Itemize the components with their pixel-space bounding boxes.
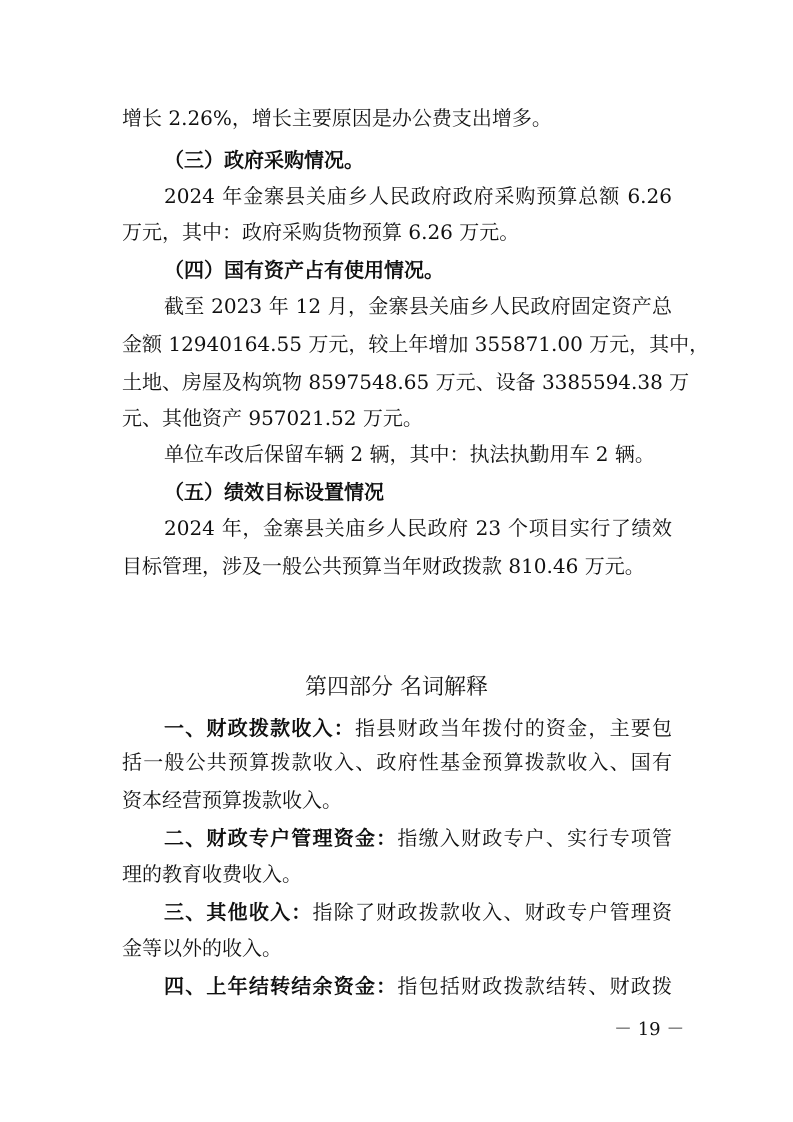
text-line: 目标管理，涉及一般公共预算当年财政拨款 810.46 万元。 [122,554,645,578]
subsection-heading: （四）国有资产占有使用情况。 [164,258,444,282]
text-line: 元、其他资产 957021.52 万元。 [122,406,423,430]
glossary-term: 四、上年结转结余资金： [164,974,398,998]
glossary-item-line [0,714,793,742]
text-line: 资本经营预算拨款收入。 [122,788,342,812]
glossary-definition: 指包括财政拨款结转、财政拨 [397,974,673,998]
glossary-item-line [0,898,793,926]
text-line: 金额 12940164.55 万元，较上年增加 355871.00 万元，其中， [122,332,710,356]
text-line: 括一般公共预算拨款收入、政府性基金预算拨款收入、国有 [122,750,672,774]
text-line: 截至 2023 年 12 月，金寨县关庙乡人民政府固定资产总 [164,294,672,318]
text-line: 金等以外的收入。 [122,936,282,960]
text-line: 增长 2.26%，增长主要原因是办公费支出增多。 [122,106,552,130]
subsection-heading: （三）政府采购情况。 [164,148,364,172]
section-title: 第四部分 名词解释 [305,675,488,700]
text-line: 理的教育收费收入。 [122,862,302,886]
text-line: 万元，其中：政府采购货物预算 6.26 万元。 [122,220,520,244]
glossary-term: 一、财政拨款收入： [164,716,355,740]
glossary-definition: 指县财政当年拨付的资金，主要包 [354,716,673,740]
glossary-term: 二、财政专户管理资金： [164,826,398,850]
glossary-term: 三、其他收入： [164,900,313,924]
text-line: 单位车改后保留车辆 2 辆，其中：执法执勤用车 2 辆。 [164,442,655,466]
text-line: 2024 年金寨县关庙乡人民政府政府采购预算总额 6.26 [164,184,672,208]
text-line: 土地、房屋及构筑物 8597548.65 万元、设备 3385594.38 万 [122,370,690,394]
text-line: 2024 年，金寨县关庙乡人民政府 23 个项目实行了绩效 [164,516,672,540]
subsection-heading: （五）绩效目标设置情况 [164,480,384,504]
glossary-item-line [0,824,793,852]
page-number: － 19 － [614,1019,685,1040]
glossary-item-line [0,972,793,1000]
glossary-definition: 指除了财政拨款收入、财政专户管理资 [312,900,673,924]
glossary-definition: 指缴入财政专户、实行专项管 [397,826,673,850]
